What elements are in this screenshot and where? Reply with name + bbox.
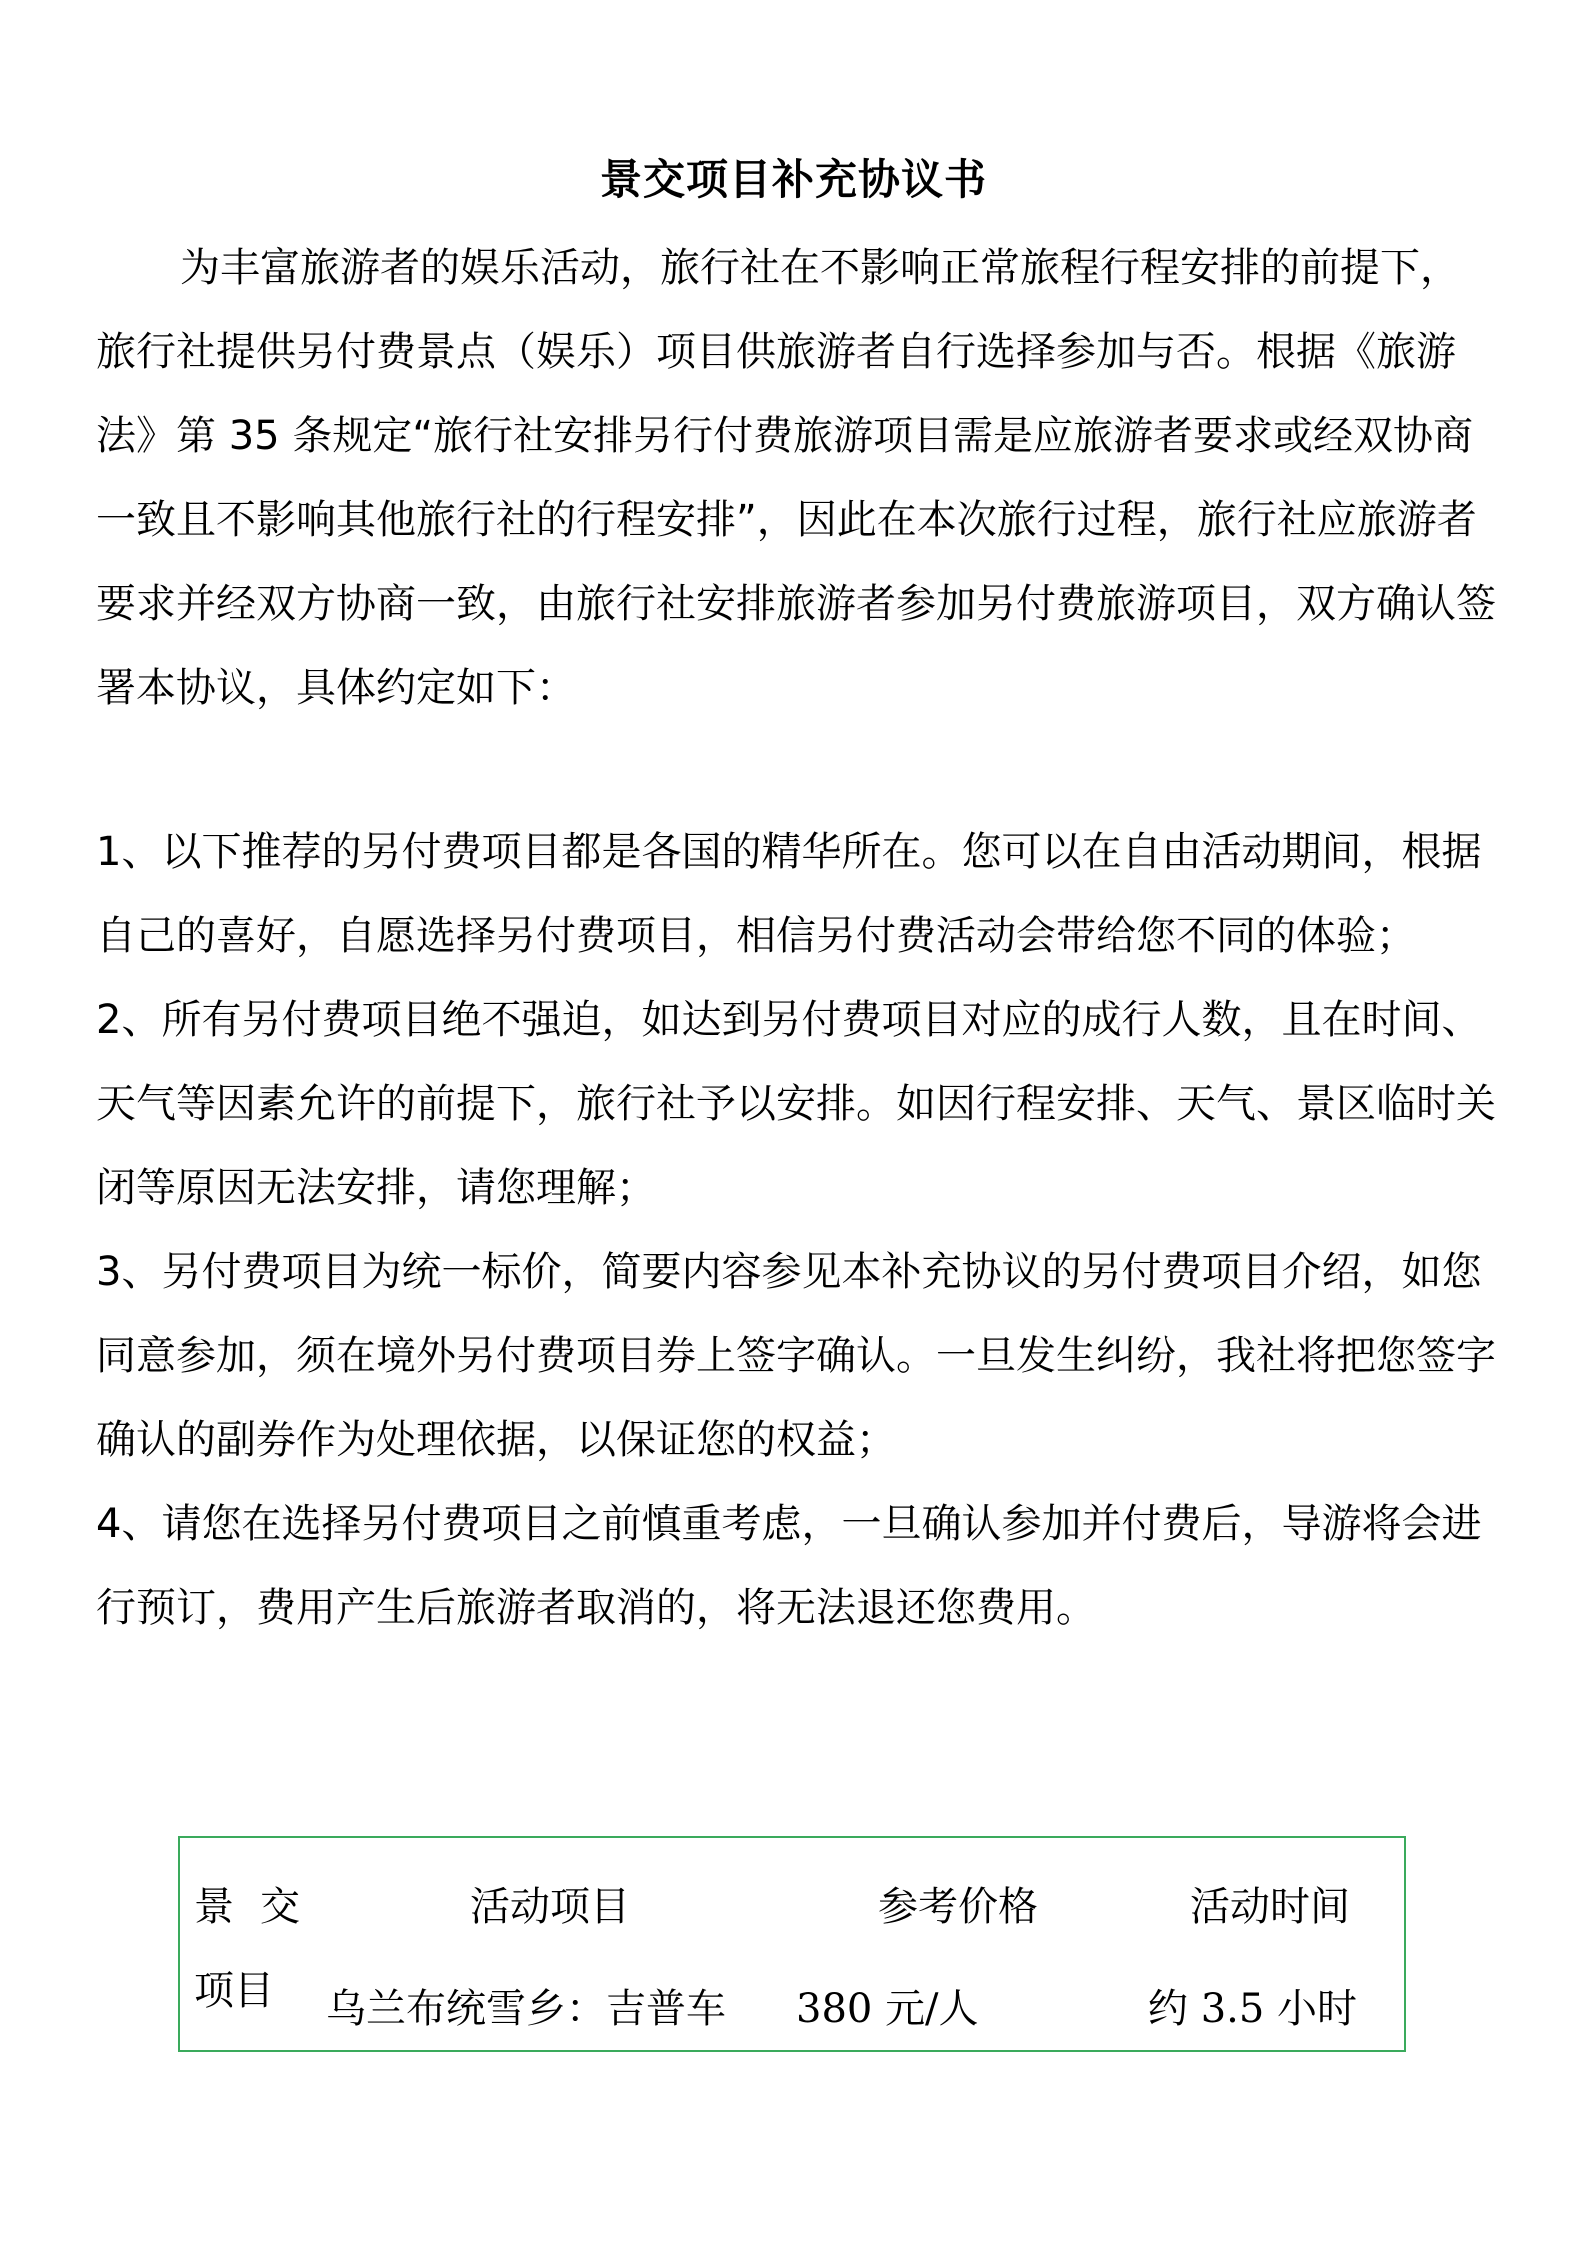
table-label-line2: 项目 xyxy=(194,1968,274,2014)
table-label-line1: 景交 xyxy=(194,1884,326,1930)
row-price: 380 元/人 xyxy=(796,1986,979,2032)
clause-item: 1、以下推荐的另付费项目都是各国的精华所在。您可以在自由活动期间，根据自己的喜好，自愿选择另付费项目，相信另付费活动会带给您不同的体验； xyxy=(96,829,1482,959)
row-activity: 乌兰布统雪乡：吉普车 xyxy=(326,1986,726,2032)
project-table xyxy=(178,1836,1406,2052)
header-time: 活动时间 xyxy=(1190,1884,1350,1930)
header-activity: 活动项目 xyxy=(470,1884,630,1930)
clause-item: 2、所有另付费项目绝不强迫，如达到另付费项目对应的成行人数，且在时间、天气等因素允许的前提下，旅行社予以安排。如因行程安排、天气、景区临时关闭等原因无法安排，请您理解； xyxy=(96,997,1496,1211)
clause-item: 3、另付费项目为统一标价，简要内容参见本补充协议的另付费项目介绍，如您同意参加，须在境外另付费项目券上签字确认。一旦发生纠纷，我社将把您签字确认的副券作为处理依据，以保证您的权益； xyxy=(96,1249,1496,1463)
clause-item: 4、请您在选择另付费项目之前慎重考虑，一旦确认参加并付费后，导游将会进行预订，费用产生后旅游者取消的，将无法退还您费用。 xyxy=(96,1501,1482,1631)
clause-list xyxy=(96,810,1496,1650)
document-title: 景交项目补充协议书 xyxy=(599,155,987,204)
row-time: 约 3.5 小时 xyxy=(1148,1986,1358,2032)
header-price: 参考价格 xyxy=(878,1884,1038,1930)
intro-paragraph: 为丰富旅游者的娱乐活动，旅行社在不影响正常旅程行程安排的前提下，旅行社提供另付费景点（娱乐）项目供旅游者自行选择参加与否。根据《旅游法》第 35 条规定“旅行社安排另行付费旅游项目需是应旅游者要求或经双协商一致且不影响其他旅行社的行程安排”，因此在本次旅行过程，旅行社应旅游者要求并经双方协商一致，由旅行社安排旅游者参加另付费旅游项目，双方确认签署本协议，具体约定如下： xyxy=(96,245,1496,711)
